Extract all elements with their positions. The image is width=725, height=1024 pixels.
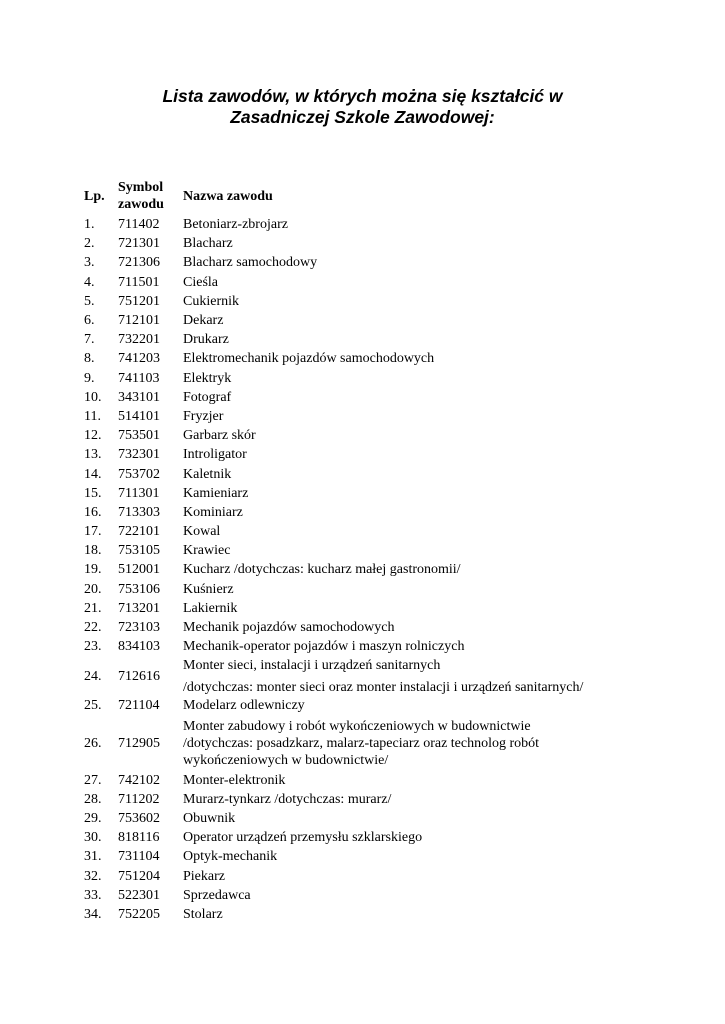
occupation-name-line: Obuwnik <box>183 810 236 826</box>
occupation-name-line: Introligator <box>183 447 247 463</box>
row-symbol: 343101 <box>118 389 160 405</box>
row-occupation-name <box>183 866 623 885</box>
row-symbol: 753501 <box>118 428 160 444</box>
occupation-name-line: Kowal <box>183 524 221 540</box>
header-lp: Lp. <box>84 188 105 204</box>
row-lp: 31. <box>84 849 102 865</box>
row-occupation-name <box>183 464 623 483</box>
row-lp: 19. <box>84 562 102 578</box>
table-row <box>84 253 623 272</box>
occupation-name-line: Kaletnik <box>183 466 232 482</box>
row-lp: 29. <box>84 810 102 826</box>
row-occupation-name <box>183 330 623 349</box>
row-occupation-name <box>183 696 623 715</box>
row-occupation-name <box>183 637 623 656</box>
occupation-name-line: Mechanik-operator pojazdów i maszyn rolniczych <box>183 639 465 655</box>
row-occupation-name <box>183 311 623 330</box>
row-lp: 22. <box>84 620 102 636</box>
row-symbol: 522301 <box>118 887 160 903</box>
row-occupation-name <box>183 215 623 234</box>
row-occupation-name <box>183 541 623 560</box>
row-occupation-name <box>183 599 623 618</box>
row-symbol: 753106 <box>118 581 160 597</box>
row-lp: 16. <box>84 504 102 520</box>
row-occupation-name <box>183 809 623 828</box>
row-lp: 11. <box>84 408 101 424</box>
row-lp: 7. <box>84 332 95 348</box>
row-lp: 6. <box>84 313 95 329</box>
row-occupation-name <box>183 349 623 368</box>
occupation-name-line: Betoniarz-zbrojarz <box>183 217 288 233</box>
row-lp: 1. <box>84 217 95 233</box>
row-lp: 14. <box>84 466 102 482</box>
row-occupation-name <box>183 292 623 311</box>
row-symbol: 752205 <box>118 906 160 922</box>
row-symbol: 741103 <box>118 370 160 386</box>
table-header-row <box>84 177 623 215</box>
row-occupation-name <box>183 886 623 905</box>
table-row <box>84 828 623 847</box>
table-row <box>84 273 623 292</box>
row-lp: 4. <box>84 274 95 290</box>
table-row <box>84 886 623 905</box>
row-lp: 3. <box>84 255 95 271</box>
row-occupation-name <box>183 234 623 253</box>
header-symbol-line-2: zawodu <box>118 197 164 212</box>
table-row <box>84 503 623 522</box>
row-lp: 10. <box>84 389 102 405</box>
table-row <box>84 292 623 311</box>
occupation-name-line: Piekarz <box>183 868 225 884</box>
row-occupation-name <box>183 388 623 407</box>
row-lp: 23. <box>84 639 102 655</box>
row-occupation-name <box>183 445 623 464</box>
row-symbol: 741203 <box>118 351 160 367</box>
row-lp: 33. <box>84 887 102 903</box>
page-title-line-2: Zasadniczej Szkole Zawodowej: <box>230 107 495 127</box>
table-row <box>84 847 623 866</box>
table-row <box>84 407 623 426</box>
row-symbol: 818116 <box>118 830 160 846</box>
row-occupation-name <box>183 790 623 809</box>
occupation-name-line: Dekarz <box>183 313 224 329</box>
row-occupation-name <box>183 560 623 579</box>
occupation-name-line: Elektromechanik pojazdów samochodowych <box>183 351 435 367</box>
row-occupation-name <box>183 407 623 426</box>
row-symbol: 712905 <box>118 735 160 751</box>
occupation-name-line: Cukiernik <box>183 293 239 309</box>
occupation-name-line: Kucharz /dotychczas: kucharz małej gastronomii/ <box>183 562 461 578</box>
row-symbol: 711202 <box>118 791 160 807</box>
row-occupation-name <box>183 369 623 388</box>
row-symbol: 713303 <box>118 504 160 520</box>
row-occupation-name <box>183 522 623 541</box>
table-row <box>84 599 623 618</box>
occupation-name-line: Drukarz <box>183 332 229 348</box>
table-row <box>84 445 623 464</box>
occupations-table <box>84 177 623 924</box>
table-row <box>84 330 623 349</box>
row-occupation-name <box>183 847 623 866</box>
row-occupation-name <box>183 503 623 522</box>
table-row <box>84 388 623 407</box>
row-lp: 15. <box>84 485 102 501</box>
occupation-name-line: Garbarz skór <box>183 428 256 444</box>
table-row <box>84 637 623 656</box>
row-occupation-name <box>183 828 623 847</box>
row-symbol: 753105 <box>118 543 160 559</box>
row-lp: 32. <box>84 868 102 884</box>
occupation-name-line: Lakiernik <box>183 600 238 616</box>
occupation-name-line: wykończeniowych w budownictwie/ <box>183 752 389 768</box>
occupation-name-line: Kuśnierz <box>183 581 234 597</box>
occupation-name-line: /dotychczas: monter sieci oraz monter instalacji i urządzeń sanitarnych/ <box>183 679 584 695</box>
row-symbol: 742102 <box>118 772 160 788</box>
table-row <box>84 905 623 924</box>
table-row <box>84 215 623 234</box>
table-row <box>84 369 623 388</box>
occupation-name-line: Modelarz odlewniczy <box>183 698 305 714</box>
header-symbol <box>118 177 183 215</box>
row-symbol: 753602 <box>118 810 160 826</box>
occupation-name-line: Kamieniarz <box>183 485 249 501</box>
table-row <box>84 484 623 503</box>
row-lp: 26. <box>84 735 102 751</box>
row-occupation-name <box>183 273 623 292</box>
row-occupation-name <box>183 656 623 696</box>
occupation-name-line: Monter-elektronik <box>183 772 286 788</box>
table-row <box>84 696 623 715</box>
table-row <box>84 716 623 771</box>
occupation-name-line: Krawiec <box>183 543 231 559</box>
row-lp: 30. <box>84 830 102 846</box>
row-symbol: 732201 <box>118 332 160 348</box>
row-lp: 13. <box>84 447 102 463</box>
row-occupation-name <box>183 716 623 771</box>
row-lp: 12. <box>84 428 102 444</box>
table-row <box>84 866 623 885</box>
row-symbol: 722101 <box>118 524 160 540</box>
row-occupation-name <box>183 580 623 599</box>
page-title-line-1: Lista zawodów, w których można się kształcić w <box>162 86 563 106</box>
row-symbol: 712101 <box>118 313 160 329</box>
row-symbol: 712616 <box>118 668 160 684</box>
row-symbol: 711301 <box>118 485 160 501</box>
row-lp: 18. <box>84 543 102 559</box>
row-symbol: 723103 <box>118 620 160 636</box>
row-lp: 9. <box>84 370 95 386</box>
occupation-name-line: Cieśla <box>183 274 218 290</box>
table-row <box>84 560 623 579</box>
table-row <box>84 426 623 445</box>
table-row <box>84 541 623 560</box>
row-lp: 28. <box>84 791 102 807</box>
occupation-name-line: Stolarz <box>183 906 223 922</box>
row-occupation-name <box>183 771 623 790</box>
table-row <box>84 656 623 696</box>
row-symbol: 721306 <box>118 255 160 271</box>
table-row <box>84 580 623 599</box>
occupation-name-line: Fotograf <box>183 389 232 405</box>
table-row <box>84 809 623 828</box>
row-lp: 34. <box>84 906 102 922</box>
row-symbol: 711501 <box>118 274 160 290</box>
table-row <box>84 464 623 483</box>
row-lp: 17. <box>84 524 102 540</box>
row-occupation-name <box>183 905 623 924</box>
row-symbol: 512001 <box>118 562 160 578</box>
page-title <box>0 86 725 128</box>
table-row <box>84 349 623 368</box>
table-row <box>84 790 623 809</box>
row-occupation-name <box>183 484 623 503</box>
row-lp: 8. <box>84 351 95 367</box>
table-row <box>84 771 623 790</box>
occupation-name-line: Mechanik pojazdów samochodowych <box>183 620 395 636</box>
occupation-name-line: Sprzedawca <box>183 887 251 903</box>
header-symbol-line-1: Symbol <box>118 180 164 195</box>
row-occupation-name <box>183 253 623 272</box>
occupation-name-line: Murarz-tynkarz /dotychczas: murarz/ <box>183 791 392 807</box>
row-symbol: 721301 <box>118 236 160 252</box>
row-symbol: 713201 <box>118 600 160 616</box>
table-row <box>84 234 623 253</box>
row-symbol: 731104 <box>118 849 160 865</box>
row-lp: 2. <box>84 236 95 252</box>
row-occupation-name <box>183 618 623 637</box>
table-body <box>84 215 623 924</box>
occupation-name-line: Kominiarz <box>183 504 243 520</box>
row-symbol: 751201 <box>118 293 160 309</box>
occupation-name-line: Operator urządzeń przemysłu szklarskiego <box>183 830 423 846</box>
occupation-name-line: Blacharz samochodowy <box>183 255 318 271</box>
row-symbol: 753702 <box>118 466 160 482</box>
row-symbol: 514101 <box>118 408 160 424</box>
occupation-name-line: Monter sieci, instalacji i urządzeń sanitarnych <box>183 657 441 673</box>
table-row <box>84 618 623 637</box>
table-row <box>84 311 623 330</box>
occupation-name-line: Optyk-mechanik <box>183 849 278 865</box>
row-occupation-name <box>183 426 623 445</box>
header-name: Nazwa zawodu <box>183 188 273 204</box>
occupation-name-line: Monter zabudowy i robót wykończeniowych w budownictwie <box>183 718 531 734</box>
row-symbol: 721104 <box>118 698 160 714</box>
occupation-name-line: Fryzjer <box>183 408 224 424</box>
occupation-name-line: Blacharz <box>183 236 233 252</box>
row-symbol: 732301 <box>118 447 160 463</box>
row-lp: 27. <box>84 772 102 788</box>
row-lp: 20. <box>84 581 102 597</box>
row-lp: 21. <box>84 600 102 616</box>
occupation-name-line: /dotychczas: posadzkarz, malarz-tapeciarz oraz technolog robót <box>183 735 540 751</box>
row-lp: 5. <box>84 293 95 309</box>
table-row <box>84 522 623 541</box>
occupation-name-line: Elektryk <box>183 370 232 386</box>
row-lp: 24. <box>84 668 102 684</box>
row-symbol: 751204 <box>118 868 160 884</box>
row-symbol: 834103 <box>118 639 160 655</box>
row-symbol: 711402 <box>118 217 160 233</box>
row-lp: 25. <box>84 698 102 714</box>
